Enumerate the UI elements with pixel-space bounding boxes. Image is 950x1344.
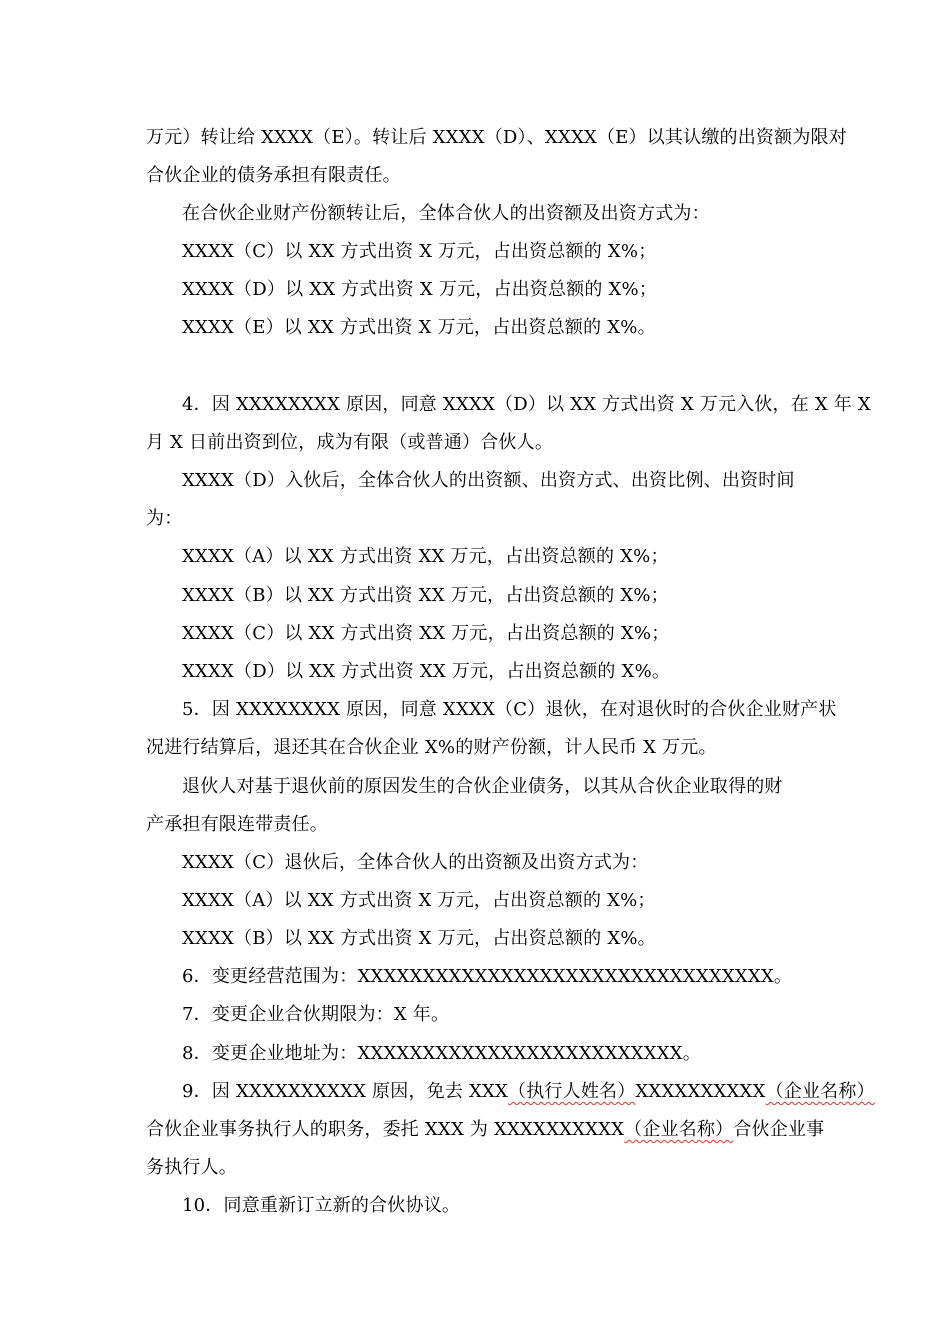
text-line: 在合伙企业财产份额转让后，全体合伙人的出资额及出资方式为： bbox=[182, 203, 710, 224]
text-line: 8．变更企业地址为：XXXXXXXXXXXXXXXXXXXXXXXXX。 bbox=[182, 1043, 702, 1064]
text-line: 合伙企业的债务承担有限责任。 bbox=[146, 165, 401, 186]
text-line: XXXX（C）退伙后，全体合伙人的出资额及出资方式为： bbox=[182, 852, 649, 873]
text-line: XXXX（D）以 XX 方式出资 X 万元，占出资总额的 X%； bbox=[182, 279, 658, 300]
text-line: XXXX（A）以 XX 方式出资 XX 万元，占出资总额的 X%； bbox=[182, 546, 669, 567]
text-run: XXXXXXXXXX bbox=[635, 1081, 766, 1102]
text-line: 10．同意重新订立新的合伙协议。 bbox=[182, 1195, 461, 1216]
text-line: XXXX（D）入伙后，全体合伙人的出资额、出资方式、出资比例、出资时间 bbox=[182, 470, 795, 491]
spellcheck-underlined-text: （企业名称） bbox=[624, 1119, 734, 1140]
spellcheck-underlined-text: （执行人姓名） bbox=[508, 1081, 636, 1102]
text-line: 为： bbox=[146, 508, 183, 529]
text-line: XXXX（E）以 XX 方式出资 X 万元，占出资总额的 X%。 bbox=[182, 317, 656, 338]
text-line: 6．变更经营范围为：XXXXXXXXXXXXXXXXXXXXXXXXXXXXXXXX。 bbox=[182, 966, 793, 987]
text-line: XXXX（B）以 XX 方式出资 XX 万元，占出资总额的 X%； bbox=[182, 585, 669, 606]
text-line: 退伙人对基于退伙前的原因发生的合伙企业债务，以其从合伙企业取得的财 bbox=[182, 776, 783, 797]
text-run: 合伙企业事务执行人的职务，委托 XXX 为 XXXXXXXXXX bbox=[146, 1119, 625, 1140]
text-line: 产承担有限连带责任。 bbox=[146, 814, 328, 835]
text-line: XXXX（C）以 XX 方式出资 XX 万元，占出资总额的 X%； bbox=[182, 623, 670, 644]
text-line: XXXX（B）以 XX 方式出资 X 万元，占出资总额的 X%。 bbox=[182, 928, 656, 949]
text-line: 月 X 日前出资到位，成为有限（或普通）合伙人。 bbox=[146, 432, 554, 453]
text-line: 4．因 XXXXXXXX 原因，同意 XXXX（D）以 XX 方式出资 X 万元入伙，在 X 年 X bbox=[182, 394, 871, 415]
text-line: 7．变更企业合伙期限为：X 年。 bbox=[182, 1004, 450, 1025]
text-line: XXXX（C）以 XX 方式出资 X 万元，占出资总额的 X%； bbox=[182, 241, 657, 262]
spellcheck-underlined-text: （企业名称） bbox=[765, 1081, 875, 1102]
text-line: 务执行人。 bbox=[146, 1157, 237, 1178]
text-run: 合伙企业事 bbox=[733, 1119, 825, 1140]
text-run: 9．因 XXXXXXXXXX 原因，免去 XXX bbox=[182, 1081, 509, 1102]
text-line: 况进行结算后，退还其在合伙企业 X%的财产份额，计人民币 X 万元。 bbox=[146, 737, 717, 758]
text-line bbox=[146, 1118, 825, 1142]
text-line bbox=[182, 1080, 875, 1104]
text-line: XXXX（A）以 XX 方式出资 X 万元，占出资总额的 X%； bbox=[182, 890, 656, 911]
text-line: XXXX（D）以 XX 方式出资 XX 万元，占出资总额的 X%。 bbox=[182, 661, 671, 682]
text-line: 万元）转让给 XXXX（E）。转让后 XXXX（D）、XXXX（E）以其认缴的出资额为限对 bbox=[146, 127, 847, 148]
text-line: 5．因 XXXXXXXX 原因，同意 XXXX（C）退伙，在对退伙时的合伙企业财产状 bbox=[182, 699, 837, 720]
